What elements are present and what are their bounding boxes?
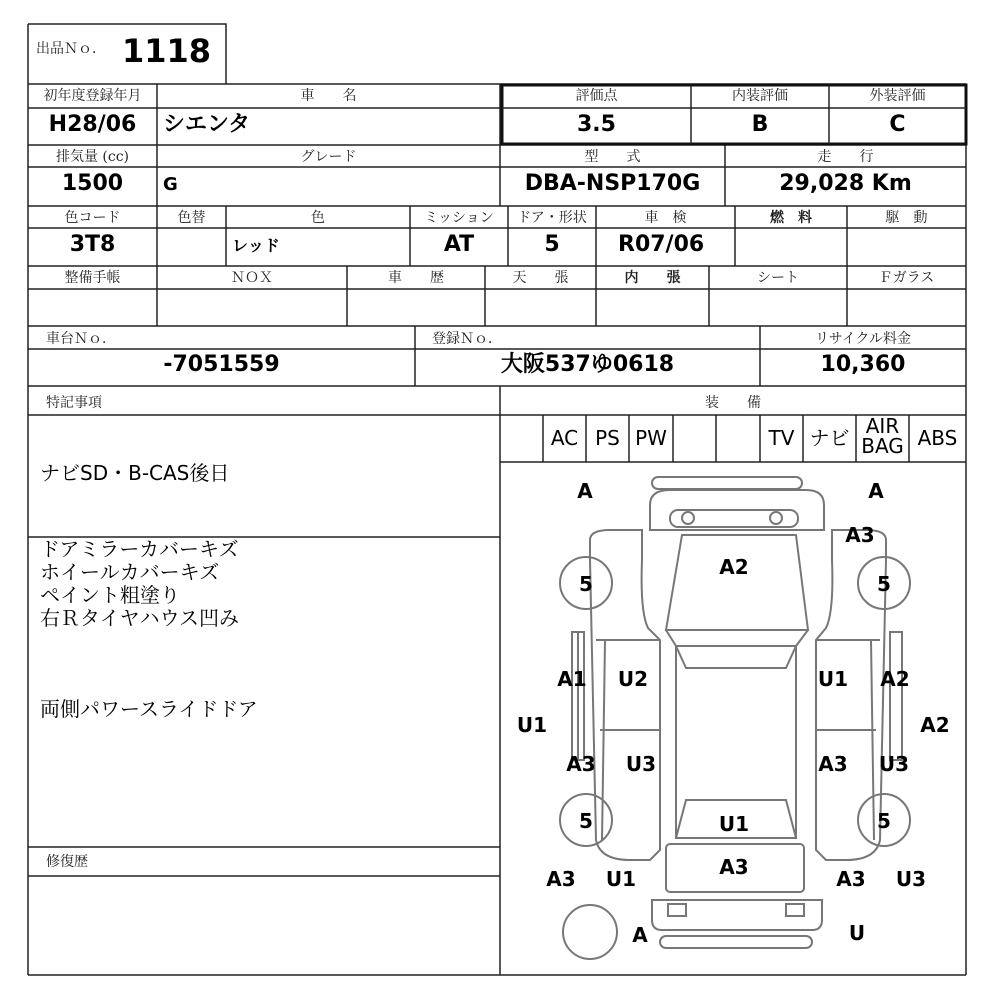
damage-mark: A — [577, 479, 593, 503]
doors-value: 5 — [544, 232, 560, 257]
exterior-grade-label: 外装評価 — [869, 88, 926, 104]
damage-mark: U1 — [605, 867, 637, 891]
front-glass-label: Ｆガラス — [878, 270, 935, 286]
lot-number-label: 出品Ｎｏ． — [36, 41, 106, 57]
repair-history-label: 修復歴 — [46, 854, 88, 870]
recycle-fee-label: リサイクル料金 — [814, 331, 912, 347]
fuel-label: 燃 料 — [770, 210, 812, 226]
displacement-value: 1500 — [61, 171, 124, 196]
grade-label: グレード — [300, 149, 357, 165]
service-book-label: 整備手帳 — [64, 270, 121, 286]
equipment-tv: TV — [768, 426, 795, 450]
damage-mark: 5 — [877, 572, 891, 596]
interior-trim-label: 内 張 — [624, 270, 681, 286]
color-code-label: 色コード — [64, 210, 121, 226]
damage-mark: A3 — [845, 523, 875, 547]
mileage-label: 走 行 — [817, 149, 874, 165]
damage-mark: 5 — [877, 809, 891, 833]
inspection-value: R07/06 — [618, 232, 705, 257]
mileage-value: 29,028 Km — [779, 171, 912, 196]
equipment-ps: PS — [595, 426, 620, 450]
transmission-value: AT — [443, 232, 475, 257]
car-name-label: 車 名 — [300, 88, 357, 104]
roof-label: 天 張 — [512, 270, 569, 286]
damage-mark: A3 — [719, 855, 749, 879]
damage-mark: A2 — [880, 667, 910, 691]
registration-number-value: 大阪537ゆ0618 — [500, 352, 675, 377]
damage-mark: U2 — [617, 667, 649, 691]
damage-mark: A3 — [546, 867, 576, 891]
interior-grade-value: B — [751, 112, 769, 137]
nox-label: ＮＯＸ — [231, 270, 273, 286]
notes-lines-2: ドアミラーカバーキズ ホイールカバーキズ ペイント粗塗り 右Ｒタイヤハウス凹み — [40, 537, 239, 630]
equipment-abs: ABS — [917, 426, 958, 450]
exterior-grade-value: C — [889, 112, 906, 137]
displacement-label: 排気量 (cc) — [55, 149, 130, 165]
chassis-number-label: 車台Ｎｏ． — [46, 331, 116, 347]
transmission-label: ミッション — [424, 210, 494, 226]
notes-label: 特記事項 — [46, 395, 102, 411]
damage-mark: A — [632, 923, 648, 947]
damage-mark: A3 — [818, 752, 848, 776]
color-label: 色 — [311, 210, 325, 226]
chassis-number-value: -7051559 — [163, 352, 280, 377]
damage-mark: U1 — [718, 812, 750, 836]
color-code-value: 3T8 — [69, 232, 116, 257]
registration-number-label: 登録Ｎｏ． — [432, 331, 502, 347]
history-label: 車 歴 — [388, 270, 444, 286]
damage-mark: U — [848, 921, 866, 945]
damage-mark: U3 — [878, 752, 910, 776]
grade-value: G — [163, 174, 178, 195]
damage-mark: A3 — [566, 752, 596, 776]
interior-grade-label: 内装評価 — [732, 88, 788, 104]
damage-mark: A — [868, 479, 884, 503]
equipment-label: 装 備 — [705, 395, 761, 411]
damage-mark: U3 — [625, 752, 657, 776]
notes-line-3: 両側パワースライドドア — [40, 697, 258, 721]
lot-number: 1118 — [122, 32, 212, 70]
first-registration-value: H28/06 — [48, 112, 137, 137]
color-value: レッド — [232, 236, 280, 255]
equipment-airbag: AIR BAG — [861, 414, 904, 458]
drive-label: 駆 動 — [885, 210, 928, 226]
damage-mark: U1 — [817, 667, 849, 691]
car-name-value: シエンタ — [163, 112, 251, 137]
damage-mark: A1 — [557, 667, 587, 691]
damage-mark: 5 — [579, 572, 593, 596]
first-registration-label: 初年度登録年月 — [43, 88, 142, 104]
damage-mark: A3 — [836, 867, 866, 891]
score-label: 評価点 — [575, 88, 618, 104]
damage-mark: U1 — [516, 713, 548, 737]
seat-label: シート — [757, 270, 799, 286]
damage-mark: A2 — [719, 555, 749, 579]
color-change-label: 色替 — [177, 210, 206, 226]
damage-mark: U3 — [895, 867, 927, 891]
score-value: 3.5 — [577, 112, 616, 137]
equipment-navi: ナビ — [809, 426, 850, 450]
equipment-ac: AC — [550, 426, 579, 450]
inspection-label: 車 検 — [644, 210, 687, 226]
damage-mark: 5 — [579, 809, 593, 833]
car-damage-diagram — [500, 462, 966, 975]
model-code-value: DBA-NSP170G — [524, 171, 701, 196]
equipment-pw: PW — [635, 426, 667, 450]
damage-mark: A2 — [920, 713, 950, 737]
model-code-label: 型 式 — [584, 149, 641, 165]
doors-label: ドア・形状 — [517, 210, 587, 226]
recycle-fee-value: 10,360 — [820, 352, 906, 377]
notes-line-1: ナビSD・B-CAS後日 — [40, 461, 230, 485]
